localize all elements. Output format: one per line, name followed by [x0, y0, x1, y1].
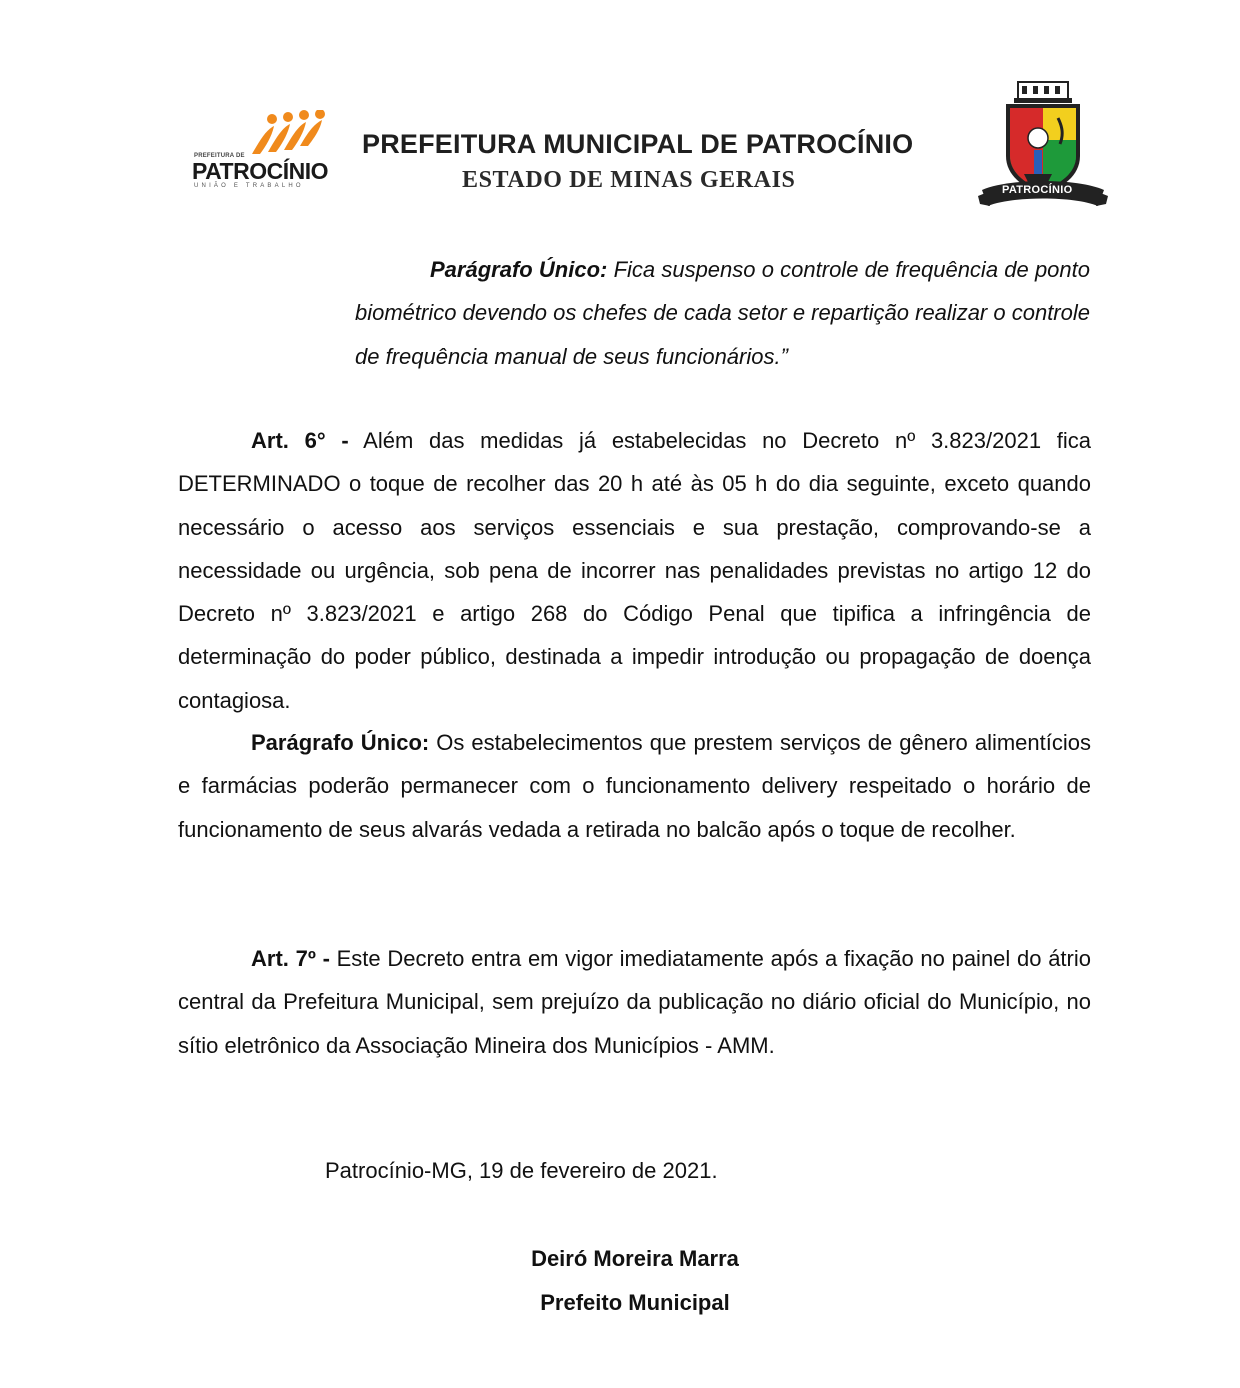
article-7 — [178, 937, 1091, 1067]
date-line: Patrocínio-MG, 19 de fevereiro de 2021. — [325, 1158, 718, 1183]
article-label: Art. 6° - — [251, 428, 349, 453]
people-figures-icon — [250, 110, 330, 156]
paragraph-label: Parágrafo Único: — [430, 257, 608, 282]
page-subtitle: ESTADO DE MINAS GERAIS — [462, 167, 796, 193]
crest-ribbon-label: PATROCÍNIO — [1002, 184, 1073, 196]
signatory-role: Prefeito Municipal — [540, 1290, 730, 1315]
document-header — [0, 0, 1240, 230]
signatory-name: Deiró Moreira Marra — [531, 1246, 739, 1271]
paragraph-label: Parágrafo Único: — [251, 730, 430, 755]
logo-motto: UNIÃO E TRABALHO — [194, 183, 304, 189]
article-label: Art. 7º - — [251, 946, 330, 971]
paragraph-unico-1 — [355, 248, 1090, 378]
logo-small-text: PREFEITURA DE — [194, 153, 245, 159]
municipal-crest — [978, 78, 1108, 213]
article-text: Este Decreto entra em vigor imediatamente após a fixação no painel do átrio central da Prefeitura Municipal, sem prejuízo da publicação no diário oficial do Município, no sítio eletrônico da Associação Mineira dos Municípios - AMM. — [178, 946, 1091, 1058]
article-text: Além das medidas já estabelecidas no Decreto nº 3.823/2021 fica DETERMINADO o toque de recolher das 20 h até às 05 h do dia seguinte, exceto quando necessário o acesso aos serviços essenciais e sua prestação, comprovando-se a necessidade ou urgência, sob pena de incorrer nas penalidades previstas no artigo 12 do Decreto nº 3.823/2021 e artigo 268 do Código Penal que tipifica a infringência de determinação do poder público, destinada a impedir introdução ou propagação de doença contagiosa. — [178, 428, 1091, 713]
logo-brand-text: PATROCÍNIO — [192, 158, 328, 184]
paragraph-unico-2 — [178, 721, 1091, 851]
article-6 — [178, 419, 1091, 722]
prefeitura-logo — [192, 110, 337, 190]
page-title: PREFEITURA MUNICIPAL DE PATROCÍNIO — [362, 129, 914, 159]
paragraph-text: Os estabelecimentos que prestem serviços de gênero alimentícios e farmácias poderão permanecer com o funcionamento delivery respeitado o horário de funcionamento de seus alvarás vedada a retirada no balcão após o toque de recolher. — [178, 730, 1091, 842]
paragraph-text: Fica suspenso o controle de frequência de ponto biométrico devendo os chefes de cada setor e repartição realizar o controle de frequência manual de seus funcionários.” — [355, 257, 1090, 369]
